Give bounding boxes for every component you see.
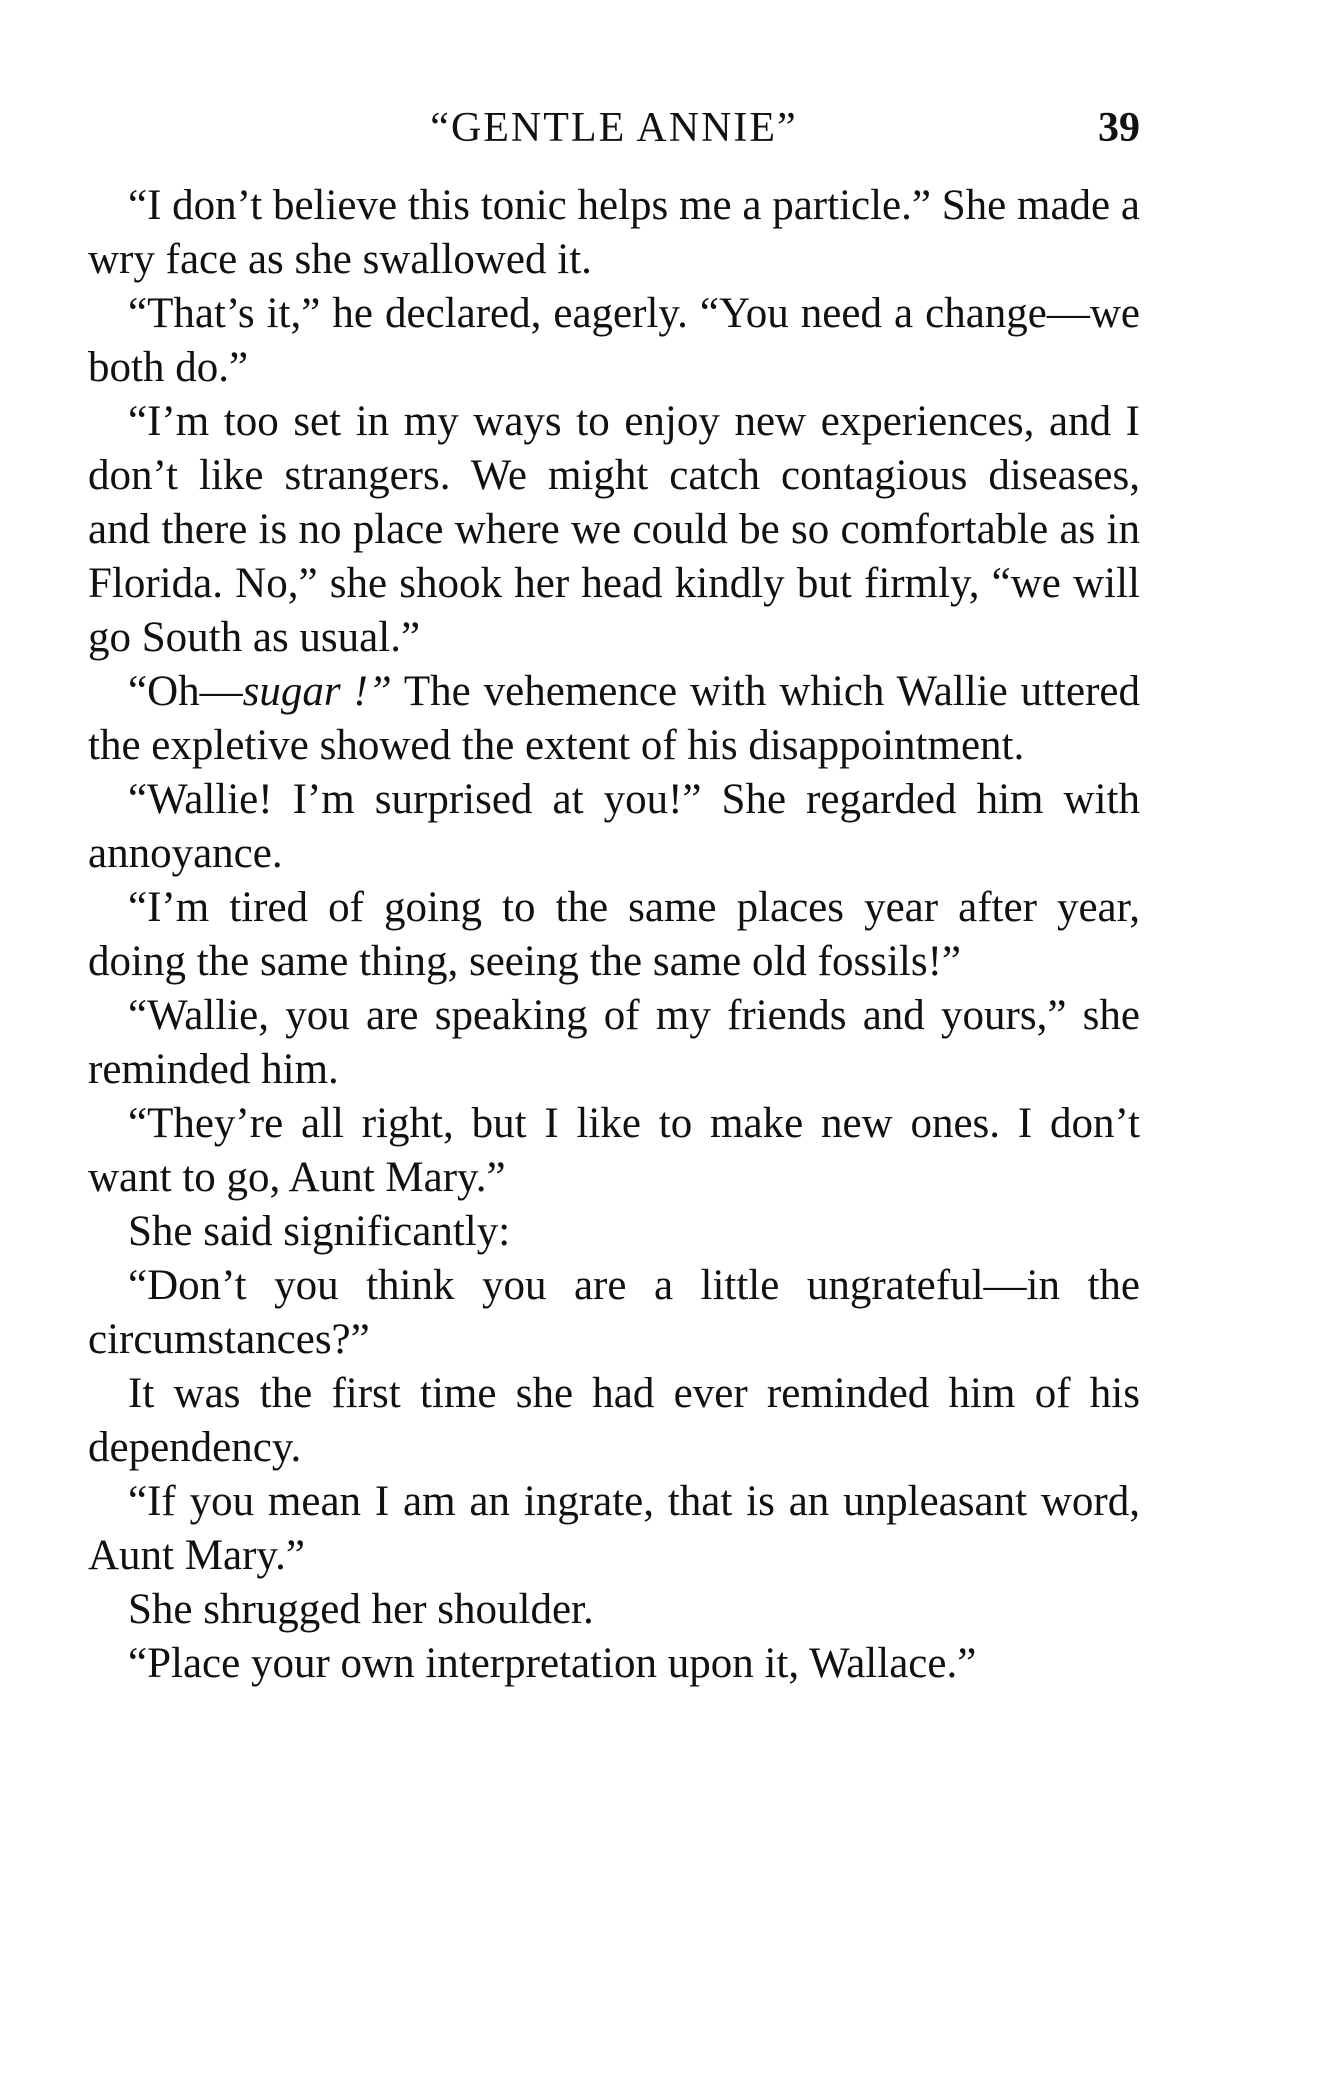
paragraph-7: “Wallie, you are speaking of my friends and yours,” she reminded him.	[88, 992, 1140, 1093]
paragraph-12: “If you mean I am an ingrate, that is an unpleasant word, Aunt Mary.”	[88, 1478, 1140, 1579]
paragraph-4	[88, 665, 1140, 773]
paragraph-1: “I don’t believe this tonic helps me a particle.” She made a wry face as she swallowed it.	[88, 182, 1140, 283]
body-text	[88, 179, 1140, 1691]
paragraph-4-end: The vehemence with which Wallie uttered the expletive showed the extent of his disappointment.	[88, 668, 1140, 769]
paragraph-14: “Place your own interpretation upon it, Wallace.”	[128, 1640, 977, 1687]
paragraph-8: “They’re all right, but I like to make new ones. I don’t want to go, Aunt Mary.”	[88, 1100, 1140, 1201]
running-head	[88, 98, 1140, 158]
paragraph-13: She shrugged her shoulder.	[128, 1586, 594, 1633]
paragraph-11: It was the first time she had ever reminded him of his dependency.	[88, 1370, 1140, 1471]
paragraph-3: “I’m too set in my ways to enjoy new experiences, and I don’t like strangers. We might catch contagious diseases, and there is no place where we could be so comfortable as in Florida. No,” she shook her head kindly but firmly, “we will go South as usual.”	[88, 398, 1140, 661]
paragraph-5: “Wallie! I’m surprised at you!” She regarded him with annoyance.	[88, 776, 1140, 877]
paragraph-4-italic: sugar !”	[242, 668, 392, 715]
paragraph-9: She said significantly:	[128, 1208, 511, 1255]
paragraph-4-start: “Oh—	[128, 668, 243, 715]
paragraph-2: “That’s it,” he declared, eagerly. “You need a change—we both do.”	[88, 290, 1140, 391]
running-title: “GENTLE ANNIE”	[430, 105, 798, 151]
paragraph-6: “I’m tired of going to the same places year after year, doing the same thing, seeing the same old fossils!”	[88, 884, 1140, 985]
paragraph-10: “Don’t you think you are a little ungrateful—in the circumstances?”	[88, 1262, 1140, 1363]
page-number: 39	[1098, 105, 1140, 151]
